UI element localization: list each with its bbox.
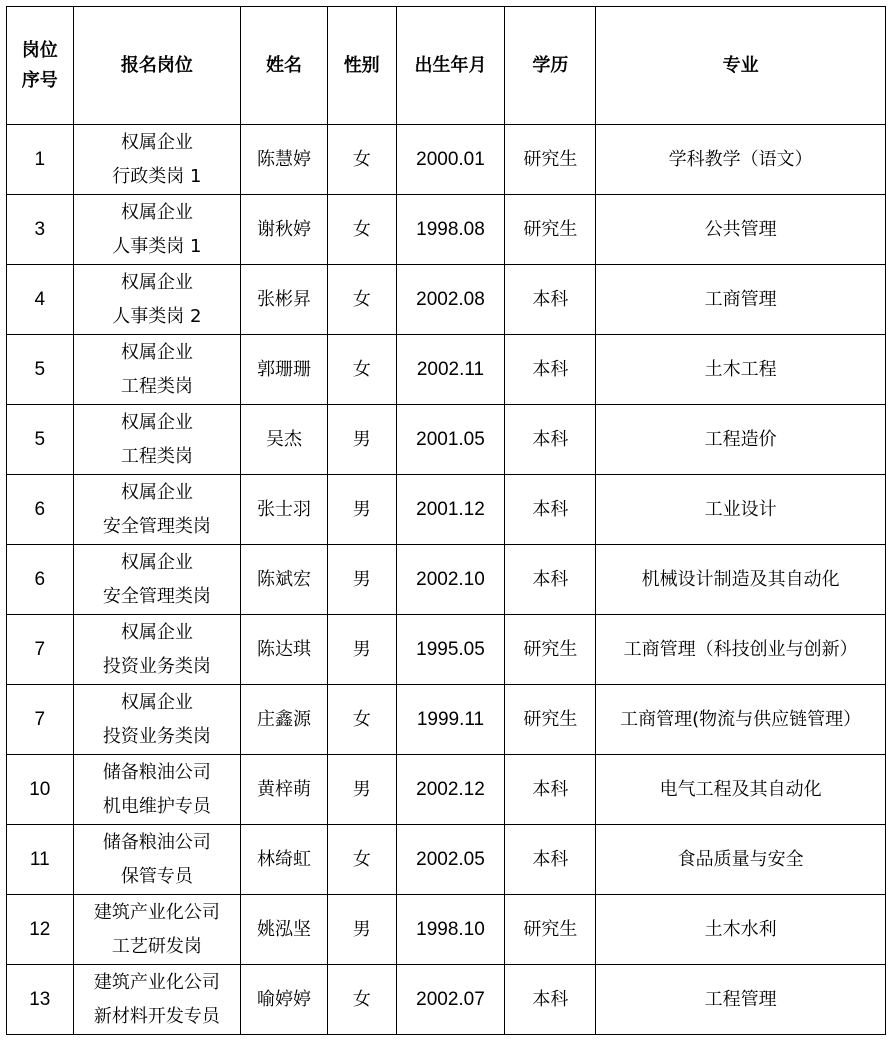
cell-post-id: 5: [7, 335, 74, 405]
cell-post-line2: 机电维护专员: [102, 795, 211, 817]
cell-name: 林绮虹: [241, 825, 328, 895]
table-row: [7, 335, 886, 405]
cell-post-line2: 人事类岗 1: [112, 235, 202, 257]
header-row: [7, 7, 886, 125]
cell-post-line1: 权属企业: [120, 131, 193, 153]
cell-dob: 2002.08: [396, 265, 505, 335]
cell-post: [73, 615, 241, 685]
cell-name: 陈慧婷: [241, 125, 328, 195]
cell-post-id: 5: [7, 405, 74, 475]
cell-post: [73, 685, 241, 755]
cell-post: [73, 895, 241, 965]
cell-major: 工业设计: [596, 475, 886, 545]
cell-post: [73, 475, 241, 545]
cell-major: 工程造价: [596, 405, 886, 475]
cell-post-id: 1: [7, 125, 74, 195]
table-row: [7, 965, 886, 1035]
cell-post-line1: 建筑产业化公司: [93, 971, 220, 993]
cell-post: [73, 965, 241, 1035]
cell-name: 谢秋婷: [241, 195, 328, 265]
cell-post-line1: 权属企业: [120, 201, 193, 223]
header-post-id-line2: 序号: [21, 69, 58, 91]
cell-post-line1: 储备粮油公司: [102, 831, 211, 853]
cell-sex: 男: [327, 545, 396, 615]
cell-education: 本科: [505, 265, 596, 335]
cell-major: 工商管理（科技创业与创新）: [596, 615, 886, 685]
header-major: 专业: [596, 7, 886, 125]
cell-post: [73, 405, 241, 475]
table-row: [7, 615, 886, 685]
header-post-id-line1: 岗位: [21, 39, 58, 61]
cell-post-line1: 权属企业: [120, 271, 193, 293]
cell-education: 本科: [505, 545, 596, 615]
cell-post-line2: 保管专员: [120, 865, 193, 887]
cell-post-line2: 投资业务类岗: [102, 725, 211, 747]
cell-post-line2: 安全管理类岗: [102, 585, 211, 607]
cell-post-line2: 安全管理类岗: [102, 515, 211, 537]
cell-post-id: 13: [7, 965, 74, 1035]
table-row: [7, 755, 886, 825]
cell-dob: 1995.05: [396, 615, 505, 685]
cell-major: 机械设计制造及其自动化: [596, 545, 886, 615]
cell-name: 陈达琪: [241, 615, 328, 685]
cell-education: 本科: [505, 335, 596, 405]
cell-dob: 1998.08: [396, 195, 505, 265]
cell-sex: 女: [327, 965, 396, 1035]
cell-dob: 2001.05: [396, 405, 505, 475]
header-dob: 出生年月: [396, 7, 505, 125]
cell-dob: 2002.10: [396, 545, 505, 615]
cell-major: 学科教学（语文）: [596, 125, 886, 195]
cell-post-line1: 权属企业: [120, 411, 193, 433]
cell-post-id: 3: [7, 195, 74, 265]
cell-education: 本科: [505, 825, 596, 895]
cell-name: 张士羽: [241, 475, 328, 545]
cell-major: 公共管理: [596, 195, 886, 265]
cell-post-line2: 投资业务类岗: [102, 655, 211, 677]
cell-post: [73, 335, 241, 405]
cell-sex: 女: [327, 265, 396, 335]
cell-post: [73, 545, 241, 615]
cell-education: 研究生: [505, 195, 596, 265]
cell-post-id: 12: [7, 895, 74, 965]
cell-post: [73, 125, 241, 195]
cell-name: 喻婷婷: [241, 965, 328, 1035]
cell-post-line2: 行政类岗 1: [112, 165, 202, 187]
cell-post-line1: 权属企业: [120, 621, 193, 643]
cell-post-line1: 权属企业: [120, 481, 193, 503]
cell-post-id: 7: [7, 685, 74, 755]
cell-sex: 女: [327, 685, 396, 755]
table-row: [7, 265, 886, 335]
cell-major: 土木水利: [596, 895, 886, 965]
cell-name: 张彬昇: [241, 265, 328, 335]
cell-education: 研究生: [505, 615, 596, 685]
cell-sex: 男: [327, 475, 396, 545]
cell-post: [73, 195, 241, 265]
cell-post-line1: 权属企业: [120, 551, 193, 573]
cell-sex: 女: [327, 125, 396, 195]
table-row: [7, 475, 886, 545]
header-post-id: [7, 7, 74, 125]
cell-name: 陈斌宏: [241, 545, 328, 615]
cell-name: 姚泓坚: [241, 895, 328, 965]
cell-dob: 2002.05: [396, 825, 505, 895]
cell-education: 本科: [505, 405, 596, 475]
cell-post-id: 6: [7, 545, 74, 615]
cell-major: 电气工程及其自动化: [596, 755, 886, 825]
cell-post-line2: 人事类岗 2: [112, 305, 202, 327]
table-row: [7, 825, 886, 895]
cell-major: 工商管理(物流与供应链管理）: [596, 685, 886, 755]
table-row: [7, 405, 886, 475]
cell-post-line2: 工程类岗: [120, 375, 193, 397]
cell-major: 工程管理: [596, 965, 886, 1035]
cell-post-line2: 新材料开发专员: [93, 1005, 220, 1027]
cell-name: 郭珊珊: [241, 335, 328, 405]
cell-sex: 女: [327, 195, 396, 265]
cell-post-line1: 权属企业: [120, 691, 193, 713]
cell-post-id: 6: [7, 475, 74, 545]
cell-post: [73, 825, 241, 895]
table-row: [7, 685, 886, 755]
cell-post-line1: 储备粮油公司: [102, 761, 211, 783]
cell-post: [73, 755, 241, 825]
cell-post-line2: 工艺研发岗: [111, 935, 202, 957]
cell-dob: 2002.07: [396, 965, 505, 1035]
cell-post-id: 11: [7, 825, 74, 895]
cell-dob: 2000.01: [396, 125, 505, 195]
cell-post-id: 4: [7, 265, 74, 335]
cell-education: 本科: [505, 965, 596, 1035]
cell-post-line1: 权属企业: [120, 341, 193, 363]
header-sex: 性别: [327, 7, 396, 125]
cell-education: 本科: [505, 475, 596, 545]
cell-sex: 男: [327, 405, 396, 475]
cell-dob: 1998.10: [396, 895, 505, 965]
cell-major: 土木工程: [596, 335, 886, 405]
cell-post-line1: 建筑产业化公司: [93, 901, 220, 923]
cell-sex: 女: [327, 825, 396, 895]
cell-sex: 女: [327, 335, 396, 405]
header-name: 姓名: [241, 7, 328, 125]
header-post: 报名岗位: [73, 7, 241, 125]
table-row: [7, 545, 886, 615]
cell-sex: 男: [327, 755, 396, 825]
cell-dob: 2001.12: [396, 475, 505, 545]
cell-dob: 2002.12: [396, 755, 505, 825]
cell-post: [73, 265, 241, 335]
candidate-table: [6, 6, 886, 1035]
cell-name: 吴杰: [241, 405, 328, 475]
cell-post-id: 7: [7, 615, 74, 685]
cell-dob: 1999.11: [396, 685, 505, 755]
table-row: [7, 125, 886, 195]
cell-post-line2: 工程类岗: [120, 445, 193, 467]
cell-name: 庄鑫源: [241, 685, 328, 755]
cell-sex: 男: [327, 615, 396, 685]
cell-education: 本科: [505, 755, 596, 825]
cell-education: 研究生: [505, 895, 596, 965]
table-row: [7, 195, 886, 265]
cell-education: 研究生: [505, 685, 596, 755]
table-row: [7, 895, 886, 965]
cell-education: 研究生: [505, 125, 596, 195]
cell-major: 食品质量与安全: [596, 825, 886, 895]
cell-name: 黄梓萌: [241, 755, 328, 825]
cell-major: 工商管理: [596, 265, 886, 335]
cell-dob: 2002.11: [396, 335, 505, 405]
cell-post-id: 10: [7, 755, 74, 825]
cell-sex: 男: [327, 895, 396, 965]
header-education: 学历: [505, 7, 596, 125]
